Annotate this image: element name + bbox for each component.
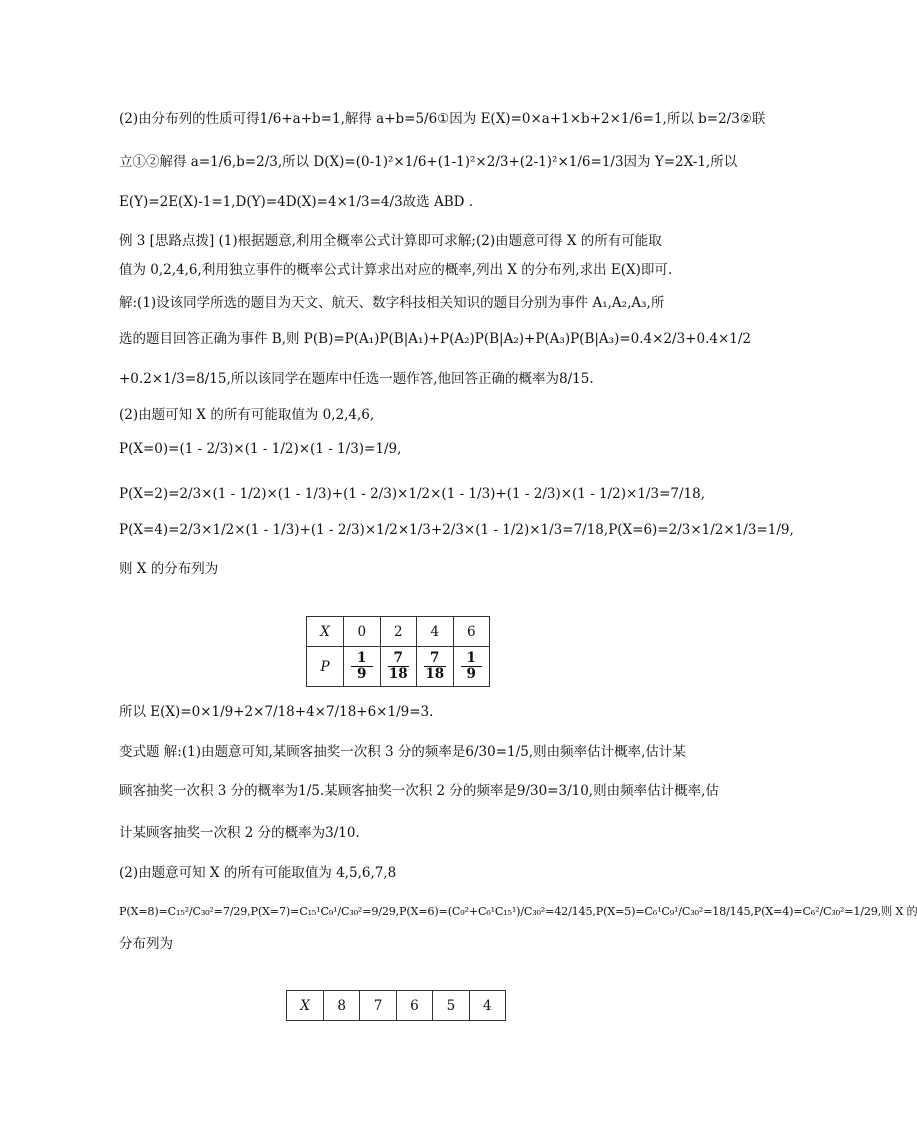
line-15: 变式题 解:(1)由题意可知,某顾客抽奖一次积 3 分的频率是6/30=1/5,则由频率估计概率,估计某: [119, 744, 686, 760]
table1-p-0-num: 1: [351, 651, 373, 667]
distribution-table-1: [306, 616, 490, 687]
line-12: P(X=4)=2/3×1/2×(1 - 1/3)+(1 - 2/3)×1/2×1/3+2/3×(1 - 1/2)×1/3=7/18,P(X=6)=2/3×1/2×1/3=1/9,: [119, 522, 794, 538]
line-1: (2)由分布列的性质可得1/6+a+b=1,解得 a+b=5/6①因为 E(X)=0×a+1×b+2×1/6=1,所以 b=2/3②联: [119, 111, 766, 127]
distribution-table-2: [286, 990, 506, 1021]
table2-x-4: 4: [469, 991, 505, 1021]
table1-p-1-num: 7: [388, 651, 410, 667]
table1-p-3-den: 9: [466, 666, 476, 682]
table1-x-2: 4: [417, 617, 454, 647]
line-18: (2)由题意可知 X 的所有可能取值为 4,5,6,7,8: [119, 865, 397, 881]
table1-x-3: 6: [453, 617, 490, 647]
table1-p-2: [417, 647, 454, 687]
table2-x-header: X: [287, 991, 324, 1021]
line-3: E(Y)=2E(X)-1=1,D(Y)=4D(X)=4×1/3=4/3故选 ABD .: [119, 194, 474, 210]
table1-p-1: [380, 647, 417, 687]
table1-x-0: 0: [344, 617, 381, 647]
table1-p-0-den: 9: [357, 666, 367, 682]
line-20: 分布列为: [119, 936, 173, 952]
line-7: 选的题目回答正确为事件 B,则 P(B)=P(A₁)P(B|A₁)+P(A₂)P(B|A₂)+P(A₃)P(B|A₃)=0.4×2/3+0.4×1/2: [119, 331, 751, 347]
line-19: P(X=8)=C₁₅²/C₃₀²=7/29,P(X=7)=C₁₅¹C₉¹/C₃₀²=9/29,P(X=6)=(C₉²+C₆¹C₁₅¹)/C₃₀²=42/145,P(X=5)=C₆¹C₉¹/C₃₀²=18/145,P(X=4)=C₆²/C₃₀²=1/29,则 X 的: [119, 905, 917, 918]
line-8: +0.2×1/3=8/15,所以该同学在题库中任选一题作答,他回答正确的概率为8/15.: [119, 371, 594, 387]
line-17: 计某顾客抽奖一次积 2 分的概率为3/10.: [119, 825, 360, 841]
table1-x-1: 2: [380, 617, 417, 647]
table1-p-0: [344, 647, 381, 687]
line-6: 解:(1)设该同学所选的题目为天文、航天、数字科技相关知识的题目分别为事件 A₁,A₂,A₃,所: [119, 295, 665, 311]
line-9: (2)由题可知 X 的所有可能取值为 0,2,4,6,: [119, 407, 375, 423]
table1-p-2-num: 7: [424, 651, 446, 667]
line-2: 立①②解得 a=1/6,b=2/3,所以 D(X)=(0-1)²×1/6+(1-1)²×2/3+(2-1)²×1/6=1/3因为 Y=2X-1,所以: [119, 154, 738, 170]
line-13: 则 X 的分布列为: [119, 561, 219, 577]
line-5: 值为 0,2,4,6,利用独立事件的概率公式计算求出对应的概率,列出 X 的分布列,求出 E(X)即可.: [119, 262, 673, 278]
table1-p-1-den: 18: [388, 666, 408, 682]
table1-p-2-den: 18: [425, 666, 445, 682]
line-10: P(X=0)=(1 - 2/3)×(1 - 1/2)×(1 - 1/3)=1/9,: [119, 441, 402, 457]
line-11: P(X=2)=2/3×(1 - 1/2)×(1 - 1/3)+(1 - 2/3)×1/2×(1 - 1/3)+(1 - 2/3)×(1 - 1/2)×1/3=7/18,: [119, 486, 705, 502]
line-16: 顾客抽奖一次积 3 分的概率为1/5.某顾客抽奖一次积 2 分的频率是9/30=3/10,则由频率估计概率,估: [119, 783, 719, 799]
line-14: 所以 E(X)=0×1/9+2×7/18+4×7/18+6×1/9=3.: [119, 704, 434, 720]
line-4: 例 3 [思路点拨] (1)根据题意,利用全概率公式计算即可求解;(2)由题意可得 X 的所有可能取: [119, 233, 662, 249]
table2-x-0: 8: [324, 991, 360, 1021]
table1-p-3-num: 1: [461, 651, 483, 667]
table2-x-1: 7: [360, 991, 396, 1021]
table1-p-3: [453, 647, 490, 687]
table2-x-3: 5: [433, 991, 469, 1021]
table1-x-header: X: [307, 617, 344, 647]
table1-p-header: P: [307, 647, 344, 687]
table2-x-2: 6: [396, 991, 432, 1021]
